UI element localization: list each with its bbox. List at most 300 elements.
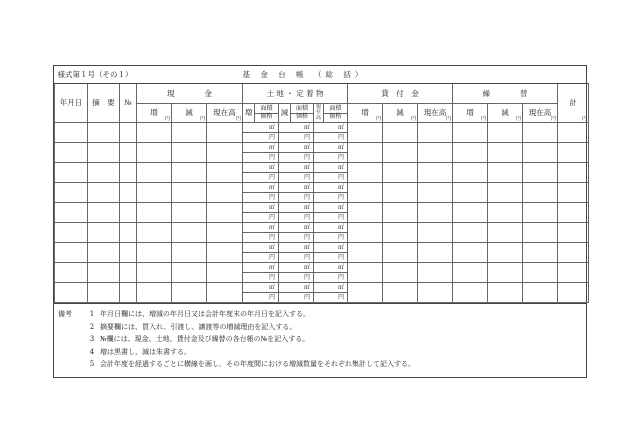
sqm-unit: ㎡ (337, 123, 344, 131)
notes-label (58, 321, 84, 334)
loan-decrease-cell[interactable] (383, 163, 418, 183)
sqm-unit: ㎡ (303, 123, 310, 131)
land-increase-area-cell[interactable] (243, 163, 279, 173)
total-label: 計 (569, 98, 577, 108)
sqm-unit: ㎡ (303, 263, 310, 271)
form-title: 基 金 台 帳 （総 括） (243, 66, 589, 84)
loan-increase-cell[interactable] (348, 243, 383, 263)
land-increase-price-cell[interactable] (243, 273, 279, 283)
transfer-decrease-cell[interactable] (488, 203, 523, 223)
loan-increase-cell[interactable] (348, 163, 383, 183)
cash-decrease-cell[interactable] (172, 163, 207, 183)
loan-decrease-cell[interactable] (383, 183, 418, 203)
cash-balance-cell[interactable] (207, 283, 243, 303)
cash-balance-cell[interactable] (207, 203, 243, 223)
yen-unit: 円 (268, 193, 275, 201)
notes-label (58, 358, 84, 371)
loan-decrease-cell[interactable] (383, 143, 418, 163)
total-cell[interactable] (558, 143, 589, 163)
yen-unit: 円 (337, 153, 344, 161)
transfer-balance-cell[interactable] (523, 163, 558, 183)
note-item (58, 346, 580, 359)
note-text: 摘要欄には、買入れ、引渡し、譲渡等の増減理由を記入する。 (100, 322, 297, 331)
summary-cell[interactable] (88, 223, 120, 243)
loan-balance-cell[interactable] (418, 143, 453, 163)
loan-decrease-cell[interactable] (383, 223, 418, 243)
loan-balance-cell[interactable] (418, 243, 453, 263)
land-balance-area-cell[interactable] (314, 223, 348, 233)
land-balance-price-cell[interactable] (314, 213, 348, 223)
date-cell[interactable] (55, 263, 88, 283)
land-balance-area-price (324, 104, 348, 123)
header-no: № (120, 84, 137, 123)
land-balance-area-cell[interactable] (314, 123, 348, 133)
total-cell[interactable] (558, 283, 589, 303)
transfer-balance-header (523, 104, 558, 123)
note-item (58, 308, 580, 321)
sqm-unit: ㎡ (268, 243, 275, 251)
yen-unit: 円 (303, 173, 310, 181)
price-label: 価格 (260, 112, 273, 120)
transfer-balance-cell[interactable] (523, 243, 558, 263)
yen-unit: 円 (410, 116, 416, 122)
sqm-unit: ㎡ (303, 143, 310, 151)
note-text: №欄には、現金、土地、貸付金及び繰替の各台帳の№を記入する。 (100, 335, 310, 343)
price-label: 価格 (295, 112, 308, 120)
land-increase-price-cell[interactable] (243, 293, 279, 303)
increase-label: 増 (361, 108, 369, 118)
transfer-balance-cell[interactable] (523, 263, 558, 283)
notes-label (58, 346, 84, 359)
yen-unit: 円 (480, 116, 486, 122)
cash-decrease-cell[interactable] (172, 223, 207, 243)
table-row (55, 203, 589, 213)
land-increase-area-cell[interactable] (243, 283, 279, 293)
date-cell[interactable] (55, 183, 88, 203)
yen-unit: 円 (268, 293, 275, 301)
land-decrease-area-cell[interactable] (279, 283, 314, 293)
land-increase-price-cell[interactable] (243, 173, 279, 183)
land-increase-area-cell[interactable] (243, 263, 279, 273)
yen-unit: 円 (337, 293, 344, 301)
land-decrease-area-cell[interactable] (279, 183, 314, 193)
date-cell[interactable] (55, 123, 88, 143)
loan-decrease-cell[interactable] (383, 283, 418, 303)
land-decrease-price-cell[interactable] (279, 273, 314, 283)
sqm-unit: ㎡ (268, 223, 275, 231)
date-cell[interactable] (55, 283, 88, 303)
yen-unit: 円 (337, 253, 344, 261)
loan-decrease-cell[interactable] (383, 263, 418, 283)
yen-unit: 円 (337, 273, 344, 281)
no-cell[interactable] (120, 143, 137, 163)
price-label: 価格 (329, 112, 342, 120)
land-increase-price-cell[interactable] (243, 133, 279, 143)
table-row (55, 163, 589, 173)
transfer-balance-cell[interactable] (523, 183, 558, 203)
loan-increase-cell[interactable] (348, 203, 383, 223)
yen-unit: 円 (445, 116, 451, 122)
loan-balance-cell[interactable] (418, 163, 453, 183)
transfer-increase-cell[interactable] (453, 223, 488, 243)
sqm-unit: ㎡ (268, 123, 275, 131)
land-increase-area-cell[interactable] (243, 143, 279, 153)
sqm-unit: ㎡ (303, 223, 310, 231)
decrease-label: 減 (185, 108, 193, 118)
no-cell[interactable] (120, 123, 137, 143)
yen-unit: 円 (164, 116, 170, 122)
transfer-increase-cell[interactable] (453, 143, 488, 163)
sqm-unit: ㎡ (337, 143, 344, 151)
land-decrease-price-cell[interactable] (279, 253, 314, 263)
sqm-unit: ㎡ (303, 243, 310, 251)
land-increase-price-cell[interactable] (243, 233, 279, 243)
sqm-unit: ㎡ (268, 263, 275, 271)
date-cell[interactable] (55, 223, 88, 243)
transfer-balance-cell[interactable] (523, 123, 558, 143)
sqm-unit: ㎡ (337, 223, 344, 231)
decrease-label: 減 (501, 108, 509, 118)
yen-unit: 円 (235, 116, 241, 122)
land-decrease-price-cell[interactable] (279, 193, 314, 203)
header-total (558, 84, 589, 123)
sqm-unit: ㎡ (337, 283, 344, 291)
transfer-increase-cell[interactable] (453, 283, 488, 303)
form-label: 様式第１号（その１） (55, 66, 243, 84)
header-summary: 摘 要 (88, 84, 120, 123)
loan-increase-cell[interactable] (348, 283, 383, 303)
ledger-table (54, 66, 589, 303)
loan-increase-cell[interactable] (348, 263, 383, 283)
date-cell[interactable] (55, 243, 88, 263)
yen-unit: 円 (303, 153, 310, 161)
cash-decrease-cell[interactable] (172, 283, 207, 303)
yen-unit: 円 (337, 233, 344, 241)
transfer-increase-cell[interactable] (453, 203, 488, 223)
date-cell[interactable] (55, 143, 88, 163)
no-cell[interactable] (120, 203, 137, 223)
date-cell[interactable] (55, 203, 88, 223)
yen-unit: 円 (268, 213, 275, 221)
land-balance-label: 現在高 (315, 103, 321, 121)
yen-unit: 円 (303, 193, 310, 201)
cash-balance-cell[interactable] (207, 143, 243, 163)
no-cell[interactable] (120, 163, 137, 183)
cash-increase-cell[interactable] (137, 283, 172, 303)
yen-unit: 円 (303, 233, 310, 241)
transfer-decrease-cell[interactable] (488, 123, 523, 143)
transfer-increase-cell[interactable] (453, 123, 488, 143)
cash-increase-cell[interactable] (137, 123, 172, 143)
cash-decrease-cell[interactable] (172, 123, 207, 143)
summary-cell[interactable] (88, 283, 120, 303)
cash-balance-cell[interactable] (207, 183, 243, 203)
cash-decrease-cell[interactable] (172, 243, 207, 263)
cash-balance-header (207, 104, 243, 123)
yen-unit: 円 (303, 273, 310, 281)
loan-increase-cell[interactable] (348, 123, 383, 143)
no-cell[interactable] (120, 283, 137, 303)
yen-unit: 円 (268, 133, 275, 141)
yen-unit: 円 (268, 233, 275, 241)
table-row (55, 243, 589, 253)
land-decrease-area-cell[interactable] (279, 263, 314, 273)
yen-unit: 円 (268, 153, 275, 161)
note-number: 1 (89, 310, 95, 318)
land-balance-area-cell[interactable] (314, 263, 348, 273)
sqm-unit: ㎡ (337, 203, 344, 211)
land-increase-area-cell[interactable] (243, 243, 279, 253)
cash-decrease-cell[interactable] (172, 183, 207, 203)
land-increase-price-cell[interactable] (243, 213, 279, 223)
cash-increase-cell[interactable] (137, 183, 172, 203)
note-number: 5 (89, 360, 95, 368)
yen-unit: 円 (303, 293, 310, 301)
transfer-decrease-cell[interactable] (488, 283, 523, 303)
yen-unit: 円 (303, 213, 310, 221)
yen-unit: 円 (268, 253, 275, 261)
loan-decrease-cell[interactable] (383, 243, 418, 263)
loan-balance-cell[interactable] (418, 263, 453, 283)
loan-decrease-cell[interactable] (383, 203, 418, 223)
yen-unit: 円 (303, 133, 310, 141)
transfer-decrease-cell[interactable] (488, 223, 523, 243)
land-increase-price-cell[interactable] (243, 193, 279, 203)
cash-increase-cell[interactable] (137, 203, 172, 223)
transfer-increase-cell[interactable] (453, 243, 488, 263)
sqm-unit: ㎡ (303, 183, 310, 191)
land-balance-area-cell[interactable] (314, 163, 348, 173)
land-balance-price-cell[interactable] (314, 273, 348, 283)
area-label: 面積 (324, 106, 347, 114)
yen-unit: 円 (550, 116, 556, 122)
land-balance-price-cell[interactable] (314, 233, 348, 243)
total-cell[interactable] (558, 243, 589, 263)
land-decrease-price-cell[interactable] (279, 173, 314, 183)
land-increase-area-cell[interactable] (243, 123, 279, 133)
land-balance-area-cell[interactable] (314, 143, 348, 153)
cash-decrease-header (172, 104, 207, 123)
sqm-unit: ㎡ (303, 203, 310, 211)
yen-unit: 円 (337, 133, 344, 141)
note-number: 3 (89, 335, 95, 343)
land-balance-price-cell[interactable] (314, 173, 348, 183)
transfer-decrease-cell[interactable] (488, 163, 523, 183)
transfer-increase-cell[interactable] (453, 183, 488, 203)
land-increase-header (243, 104, 255, 123)
transfer-decrease-cell[interactable] (488, 243, 523, 263)
total-cell[interactable] (558, 163, 589, 183)
note-text: 増は黒書し、減は朱書する。 (100, 347, 191, 356)
summary-cell[interactable] (88, 123, 120, 143)
land-increase-area-cell[interactable] (243, 183, 279, 193)
cash-increase-cell[interactable] (137, 163, 172, 183)
loan-balance-cell[interactable] (418, 283, 453, 303)
table-row (55, 183, 589, 193)
summary-cell[interactable] (88, 143, 120, 163)
total-cell[interactable] (558, 223, 589, 243)
no-cell[interactable] (120, 263, 137, 283)
area-label: 面積 (291, 106, 313, 114)
header-loan: 貸 付 金 (348, 84, 453, 104)
cash-balance-cell[interactable] (207, 263, 243, 283)
no-cell[interactable] (120, 183, 137, 203)
yen-unit: 円 (268, 173, 275, 181)
transfer-decrease-cell[interactable] (488, 263, 523, 283)
note-item (58, 358, 580, 371)
summary-cell[interactable] (88, 183, 120, 203)
sqm-unit: ㎡ (268, 183, 275, 191)
increase-label: 増 (466, 108, 474, 118)
cash-increase-cell[interactable] (137, 143, 172, 163)
land-decrease-area-cell[interactable] (279, 223, 314, 233)
land-balance-area-cell[interactable] (314, 183, 348, 193)
loan-increase-header (348, 104, 383, 123)
sqm-unit: ㎡ (337, 163, 344, 171)
sqm-unit: ㎡ (337, 263, 344, 271)
cash-decrease-cell[interactable] (172, 203, 207, 223)
note-number: 2 (89, 322, 95, 331)
sqm-unit: ㎡ (303, 163, 310, 171)
total-cell[interactable] (558, 123, 589, 143)
land-balance-price-cell[interactable] (314, 193, 348, 203)
land-decrease-price-cell[interactable] (279, 133, 314, 143)
land-decrease-area-cell[interactable] (279, 243, 314, 253)
loan-balance-header (418, 104, 453, 123)
land-balance-price-cell[interactable] (314, 253, 348, 263)
land-balance-price-cell[interactable] (314, 133, 348, 143)
note-number: 4 (89, 347, 95, 356)
header-transfer: 繰 替 (453, 84, 558, 104)
total-cell[interactable] (558, 263, 589, 283)
sqm-unit: ㎡ (268, 143, 275, 151)
note-item (58, 321, 580, 334)
cash-balance-cell[interactable] (207, 243, 243, 263)
land-decrease-area-cell[interactable] (279, 203, 314, 213)
land-balance-price-cell[interactable] (314, 153, 348, 163)
header-land: 土 地 ・ 定 着 物 (243, 84, 348, 104)
decrease-label: 減 (396, 108, 404, 118)
land-decrease-area-cell[interactable] (279, 123, 314, 133)
transfer-decrease-cell[interactable] (488, 143, 523, 163)
table-row (55, 283, 589, 293)
yen-unit: 円 (199, 116, 205, 122)
cash-decrease-cell[interactable] (172, 143, 207, 163)
no-cell[interactable] (120, 223, 137, 243)
land-decrease-area-price (291, 104, 314, 123)
transfer-increase-cell[interactable] (453, 263, 488, 283)
sqm-unit: ㎡ (303, 283, 310, 291)
cash-balance-cell[interactable] (207, 123, 243, 143)
land-decrease-price-cell[interactable] (279, 293, 314, 303)
land-balance-header (314, 104, 324, 123)
loan-balance-cell[interactable] (418, 123, 453, 143)
fund-ledger-form (53, 65, 587, 378)
sqm-unit: ㎡ (337, 243, 344, 251)
transfer-decrease-cell[interactable] (488, 183, 523, 203)
cash-decrease-cell[interactable] (172, 263, 207, 283)
land-balance-price-cell[interactable] (314, 293, 348, 303)
cash-increase-cell[interactable] (137, 263, 172, 283)
land-increase-price-cell[interactable] (243, 153, 279, 163)
transfer-balance-cell[interactable] (523, 283, 558, 303)
note-text: 年月日欄には、増減の年月日又は会計年度末の年月日を記入する。 (100, 310, 310, 318)
sqm-unit: ㎡ (268, 203, 275, 211)
loan-increase-cell[interactable] (348, 143, 383, 163)
loan-decrease-cell[interactable] (383, 123, 418, 143)
loan-balance-cell[interactable] (418, 203, 453, 223)
loan-balance-cell[interactable] (418, 223, 453, 243)
total-cell[interactable] (558, 203, 589, 223)
loan-balance-cell[interactable] (418, 183, 453, 203)
loan-decrease-header (383, 104, 418, 123)
cash-balance-cell[interactable] (207, 223, 243, 243)
total-cell[interactable] (558, 183, 589, 203)
header-cash: 現 金 (137, 84, 243, 104)
land-balance-area-cell[interactable] (314, 243, 348, 253)
note-item (58, 333, 580, 346)
yen-unit: 円 (375, 116, 381, 122)
transfer-decrease-header (488, 104, 523, 123)
area-label: 面積 (255, 106, 278, 114)
cash-increase-cell[interactable] (137, 243, 172, 263)
loan-increase-cell[interactable] (348, 183, 383, 203)
yen-unit: 円 (303, 253, 310, 261)
table-row (55, 143, 589, 153)
transfer-balance-cell[interactable] (523, 143, 558, 163)
land-decrease-area-cell[interactable] (279, 143, 314, 153)
notes-label (58, 333, 84, 346)
transfer-increase-cell[interactable] (453, 163, 488, 183)
notes-label: 備考 (58, 310, 72, 318)
increase-label: 増 (244, 108, 253, 118)
cash-increase-cell[interactable] (137, 223, 172, 243)
land-decrease-price-cell[interactable] (279, 233, 314, 243)
land-balance-area-cell[interactable] (314, 203, 348, 213)
land-decrease-price-cell[interactable] (279, 153, 314, 163)
sqm-unit: ㎡ (337, 183, 344, 191)
land-increase-price-cell[interactable] (243, 253, 279, 263)
land-decrease-area-cell[interactable] (279, 163, 314, 173)
note-text: 会計年度を経過するごとに横線を画し、その年度間における増減数量をそれぞれ集計して記入する。 (100, 360, 415, 368)
loan-increase-cell[interactable] (348, 223, 383, 243)
land-decrease-header (279, 104, 291, 123)
notes-section (54, 303, 586, 377)
cash-balance-cell[interactable] (207, 163, 243, 183)
land-increase-area-cell[interactable] (243, 203, 279, 213)
date-cell[interactable] (55, 163, 88, 183)
table-row (55, 123, 589, 133)
land-increase-area-cell[interactable] (243, 223, 279, 233)
sqm-unit: ㎡ (268, 163, 275, 171)
transfer-increase-header (453, 104, 488, 123)
transfer-balance-cell[interactable] (523, 203, 558, 223)
summary-cell[interactable] (88, 203, 120, 223)
summary-cell[interactable] (88, 163, 120, 183)
balance-label: 現在高 (213, 108, 236, 118)
summary-cell[interactable] (88, 243, 120, 263)
no-cell[interactable] (120, 243, 137, 263)
transfer-balance-cell[interactable] (523, 223, 558, 243)
increase-label: 増 (150, 108, 158, 118)
sqm-unit: ㎡ (268, 283, 275, 291)
balance-label: 現在高 (528, 108, 552, 118)
land-balance-area-cell[interactable] (314, 283, 348, 293)
table-row (55, 223, 589, 233)
land-decrease-price-cell[interactable] (279, 213, 314, 223)
summary-cell[interactable] (88, 263, 120, 283)
yen-unit: 円 (337, 213, 344, 221)
